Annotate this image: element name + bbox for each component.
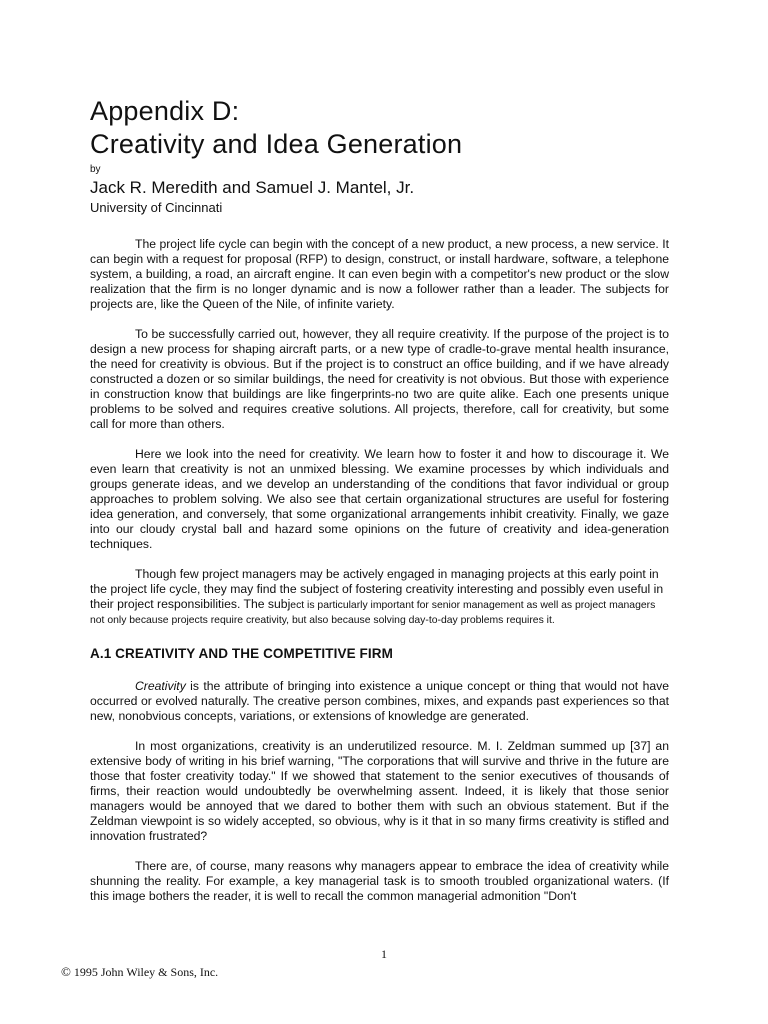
title-line-2: Creativity and Idea Generation: [90, 129, 463, 159]
document-page: [90, 95, 669, 904]
paragraph-5-rest: is the attribute of bringing into existence a unique concept or thing that would not have occurred or evolved naturally. The creative person combines, mixes, and expands past experiences so that new, nonobvious concepts, variations, or extensions of knowledge are generated.: [90, 679, 669, 723]
document-title: [90, 95, 669, 161]
affiliation: University of Cincinnati: [90, 200, 223, 215]
paragraph-4-main: Though few project managers may be actively engaged in managing projects at this early point in the project life cycle, they may find the subject of fostering creativity interesting and possibly even useful in their project responsibilities. The subj: [90, 567, 664, 611]
title-line-1: Appendix D:: [90, 96, 240, 126]
creativity-term: Creativity: [135, 679, 186, 693]
paragraph-5: [90, 679, 669, 724]
section-heading: A.1 CREATIVITY AND THE COMPETITIVE FIRM: [90, 646, 393, 661]
paragraph-7: There are, of course, many reasons why managers appear to embrace the idea of creativity while shunning the reality. For example, a key managerial task is to smooth troubled organizational waters. (If this image bothers the reader, it is well to recall the common managerial admonition "Don't: [90, 859, 669, 903]
authors: Jack R. Meredith and Samuel J. Mantel, Jr.: [90, 178, 415, 197]
byline-label: by: [90, 164, 101, 175]
paragraph-4: [90, 567, 669, 627]
paragraph-4-small: ect is particularly important for senior management as well as project managers not only because projects require creativity, but also because solving day-to-day problems requires it.: [90, 600, 656, 626]
copyright-text: 1995 John Wiley & Sons, Inc.: [70, 965, 219, 979]
page-number: 1: [381, 947, 387, 961]
paragraph-1: The project life cycle can begin with the concept of a new product, a new process, a new service. It can begin with a request for proposal (RFP) to design, construct, or install hardware, software, a telephone system, a building, a road, an aircraft engine. It can even begin with a competitor's new product or the slow realization that the firm is no longer dynamic and is now a follower rather than a leader. The subjects for projects are, like the Queen of the Nile, of infinite variety.: [90, 237, 669, 311]
paragraph-6: In most organizations, creativity is an underutilized resource. M. I. Zeldman summed up [37] an extensive body of writing in his brief warning, "The corporations that will survive and thrive in the future are those that foster creativity today." If we showed that statement to the senior executives of thousands of firms, their reaction would undoubtedly be overwhelming assent. Indeed, it is likely that those senior managers would be annoyed that we dared to bother them with such an obvious statement. But if the Zeldman viewpoint is so widely accepted, so obvious, why is it that in so many firms creativity is stifled and innovation frustrated?: [90, 739, 669, 843]
paragraph-3: Here we look into the need for creativity. We learn how to foster it and how to discourage it. We even learn that creativity is not an unmixed blessing. We examine processes by which individuals and groups generate ideas, and we develop an understanding of the conditions that favor individual or group approaches to problem solving. We also see that certain organizational structures are useful for fostering idea generation, and conversely, that some organizational arrangements inhibit creativity. Finally, we gaze into our cloudy crystal ball and hazard some opinions on the future of creativity and idea-generation techniques.: [90, 447, 669, 551]
paragraph-2: To be successfully carried out, however, they all require creativity. If the purpose of the project is to design a new process for shaping aircraft parts, or a new type of cradle-to-grave mental health insurance, the need for creativity is obvious. But if the project is to construct an office building, and if we have already constructed a dozen or so similar buildings, the need for creativity is not obvious. But those with experience in construction know that buildings are like fingerprints-no two are quite alike. Each one presents unique problems to be solved and requires creative solutions. All projects, therefore, call for creativity, but some call for more than others.: [90, 327, 669, 431]
copyright-footer: [61, 964, 218, 980]
copyright-symbol: ©: [61, 964, 71, 979]
